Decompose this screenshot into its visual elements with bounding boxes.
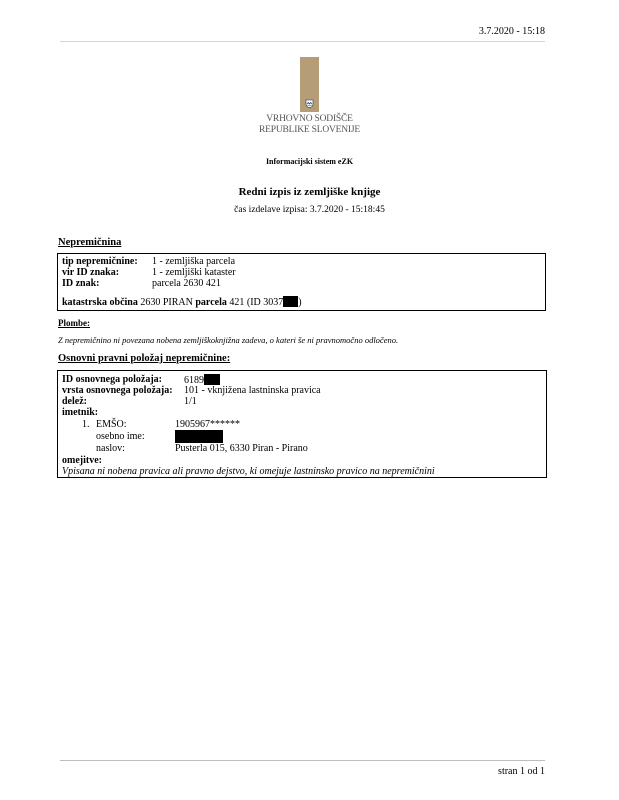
parcel-label: parcela <box>195 297 227 308</box>
system-name: Informacijski sistem eZK <box>265 157 354 166</box>
share-label: delež: <box>62 396 87 407</box>
parcel-close: ) <box>298 297 302 308</box>
parcel-value: 421 (ID 3037 <box>229 297 284 308</box>
print-date: 3.7.2020 - 15:18 <box>478 26 545 37</box>
property-type-label: tip nepremičnine: <box>62 256 138 267</box>
document-created: čas izdelave izpisa: 3.7.2020 - 15:18:45 <box>234 205 385 215</box>
position-type-value: 101 - vknjižena lastninska pravica <box>184 385 321 396</box>
restrictions-label: omejitve: <box>62 455 102 466</box>
restrictions-text: Vpisana ni nobena pravica ali pravno dejstvo, ki omejuje lastninsko pravico na nepremičnini <box>62 466 435 477</box>
share-value: 1/1 <box>184 396 197 407</box>
cadastral-row <box>62 296 302 309</box>
address-label: naslov: <box>96 443 125 454</box>
section-heading-polozaj: Osnovni pravni položaj nepremičnine: <box>58 353 231 364</box>
plombe-heading: Plombe: <box>58 318 90 328</box>
logo-text-line1: VRHOVNO SODIŠČE <box>266 114 353 124</box>
id-sign-row <box>62 278 100 290</box>
nepremicnina-box <box>57 253 546 311</box>
redaction-block <box>283 296 298 307</box>
emso-value: 1905967****** <box>175 419 240 430</box>
id-source-label: vir ID znaka: <box>62 267 120 278</box>
polozaj-box <box>57 370 547 478</box>
holder-label: imetnik: <box>62 407 99 418</box>
emso-label: EMŠO: <box>96 419 127 430</box>
position-id-label: ID osnovnega položaja: <box>62 374 163 385</box>
section-heading-nepremicnina: Nepremičnina <box>58 237 122 248</box>
header-divider <box>60 41 545 42</box>
redaction-block <box>175 430 223 443</box>
cadastral-label: katastrska občina <box>62 297 138 308</box>
name-label: osebno ime: <box>96 431 145 442</box>
plombe-text: Z nepremičnino ni povezana nobena zemljiškoknjižna zadeva, o kateri še ni pravnomočno odločeno. <box>58 335 399 345</box>
address-value: Pusterla 015, 6330 Piran - Pirano <box>175 443 308 454</box>
id-source-value: 1 - zemljiški kataster <box>152 267 236 278</box>
document-title: Redni izpis iz zemljiške knjige <box>238 186 381 198</box>
position-type-label: vrsta osnovnega položaja: <box>62 385 173 396</box>
id-sign-label: ID znak: <box>62 278 100 289</box>
cadastral-value: 2630 PIRAN <box>140 297 193 308</box>
coat-of-arms-icon <box>305 99 314 108</box>
redaction-block <box>204 374 220 385</box>
page-number: stran 1 od 1 <box>498 766 545 777</box>
id-sign-value: parcela 2630 421 <box>152 278 221 289</box>
holder-number: 1. <box>82 419 90 430</box>
footer-divider <box>60 760 545 761</box>
property-type-value: 1 - zemljiška parcela <box>152 256 236 267</box>
logo-text-line2: REPUBLIKE SLOVENIJE <box>259 125 360 135</box>
position-id-value: 6189 <box>184 375 204 386</box>
